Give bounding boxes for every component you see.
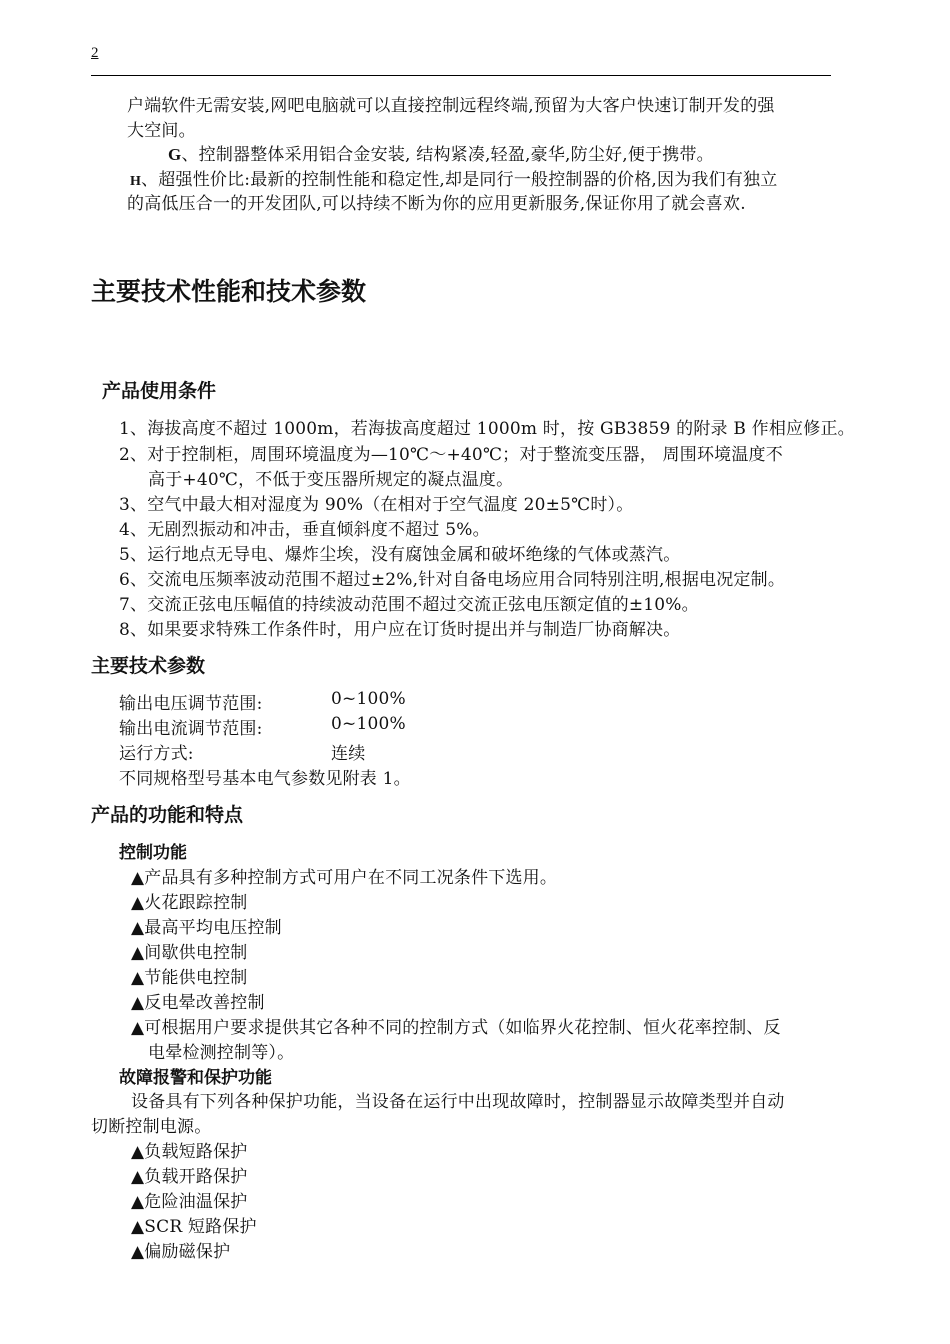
protection-item: ▲偏励磁保护: [131, 1242, 231, 1262]
protection-item: ▲危险油温保护: [131, 1192, 248, 1212]
intro-line: 的高低压合一的开发团队,可以持续不断为你的应用更新服务,保证你用了就会喜欢.: [127, 194, 746, 214]
protection-item: ▲SCR 短路保护: [131, 1217, 257, 1237]
usage-item: 高于+40℃，不低于变压器所规定的凝点温度。: [148, 470, 514, 490]
usage-item: 4、无剧烈振动和冲击，垂直倾斜度不超过 5%。: [119, 520, 490, 540]
item-text: 、超强性价比:最新的控制性能和稳定性,却是同行一般控制器的价格,因为我们有独立: [141, 170, 778, 190]
control-item: 电晕检测控制等）。: [148, 1043, 295, 1063]
page-number: 2: [91, 45, 99, 61]
intro-item-g: [168, 140, 714, 165]
control-item: ▲节能供电控制: [131, 968, 248, 988]
intro-line: 户端软件无需安装,网吧电脑就可以直接控制远程终端,预留为大客户快速订制开发的强: [127, 96, 775, 116]
protection-desc: 切断控制电源。: [91, 1117, 212, 1137]
section-title-features: 产品的功能和特点: [91, 804, 244, 826]
section-title-params: 主要技术参数: [91, 655, 206, 677]
control-item: ▲火花跟踪控制: [131, 893, 248, 913]
usage-item: 5、运行地点无导电、爆炸尘埃，没有腐蚀金属和破坏绝缘的气体或蒸汽。: [119, 545, 681, 565]
subsection-title-protection: 故障报警和保护功能: [119, 1068, 272, 1088]
usage-item: 2、对于控制柜，周围环境温度为—10℃～+40℃；对于整流变压器， 周围环境温度不: [119, 445, 783, 465]
param-value: 0~100%: [331, 689, 406, 709]
item-letter: H: [130, 174, 142, 189]
protection-item: ▲负载短路保护: [131, 1142, 248, 1162]
param-label: 输出电压调节范围:: [119, 694, 263, 714]
param-label: 输出电流调节范围:: [119, 719, 263, 739]
usage-item: 6、交流电压频率波动范围不超过±2%,针对自备电场应用合同特别注明,根据电况定制。: [119, 570, 786, 590]
usage-item: 1、海拔高度不超过 1000m，若海拔高度超过 1000m 时，按 GB3859 的附录 B 作相应修正。: [119, 419, 855, 439]
param-label: 运行方式:: [119, 744, 194, 764]
param-value: 0~100%: [331, 714, 406, 734]
control-item: ▲可根据用户要求提供其它各种不同的控制方式（如临界火花控制、恒火花率控制、反: [131, 1018, 781, 1038]
protection-item: ▲负载开路保护: [131, 1167, 248, 1187]
section-title-usage: 产品使用条件: [102, 380, 217, 402]
control-item: ▲反电晕改善控制: [131, 993, 265, 1013]
main-title: 主要技术性能和技术参数: [91, 277, 367, 306]
item-text: 、控制器整体采用铝合金安装, 结构紧凑,轻盈,豪华,防尘好,便于携带。: [181, 145, 714, 165]
intro-line: 大空间。: [127, 121, 196, 141]
control-item: ▲产品具有多种控制方式可用户在不同工况条件下选用。: [131, 868, 558, 888]
control-item: ▲最高平均电压控制: [131, 918, 282, 938]
usage-item: 7、交流正弦电压幅值的持续波动范围不超过交流正弦电压额定值的±10%。: [119, 595, 699, 615]
usage-item: 3、空气中最大相对湿度为 90%（在相对于空气温度 20±5℃时）。: [119, 495, 634, 515]
usage-item: 8、如果要求特殊工作条件时，用户应在订货时提出并与制造厂协商解决。: [119, 620, 681, 640]
intro-item-h: [130, 165, 777, 190]
subsection-title-control: 控制功能: [119, 843, 187, 863]
control-item: ▲间歇供电控制: [131, 943, 248, 963]
item-letter: G: [168, 145, 182, 164]
protection-desc: 设备具有下列各种保护功能，当设备在运行中出现故障时，控制器显示故障类型并自动: [131, 1092, 785, 1112]
param-note: 不同规格型号基本电气参数见附表 1。: [119, 769, 411, 789]
header-rule: [91, 75, 831, 76]
param-value: 连续: [331, 744, 366, 764]
